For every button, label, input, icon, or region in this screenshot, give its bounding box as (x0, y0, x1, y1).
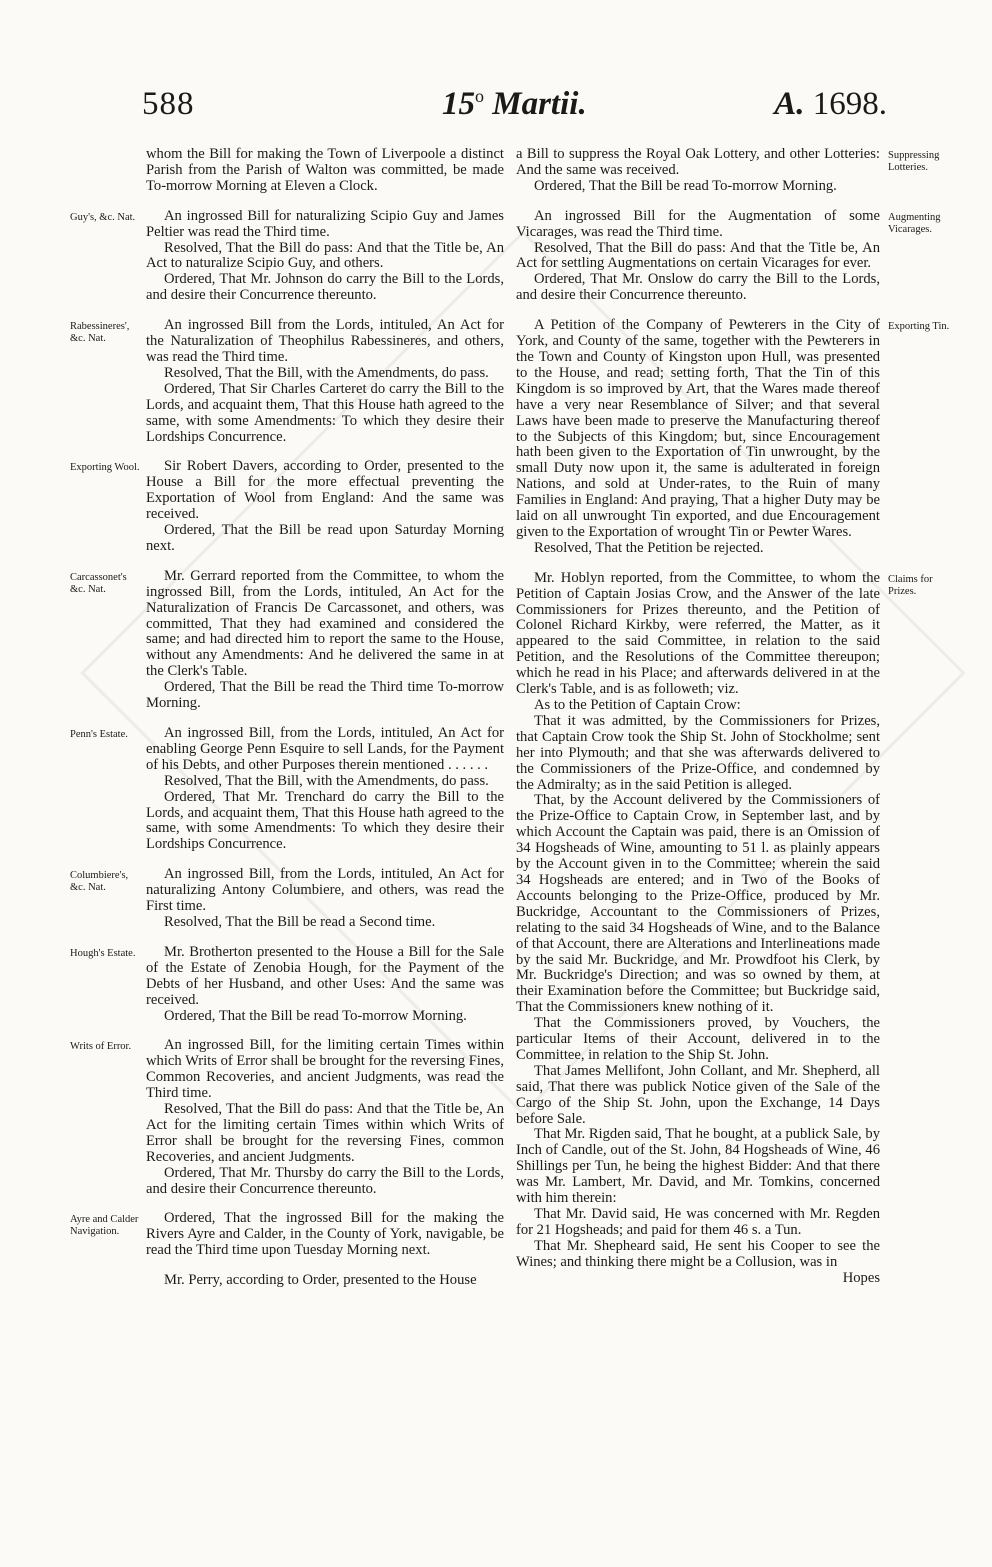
journal-entry (146, 147, 504, 195)
journal-entry (70, 725, 504, 853)
entry-paragraph: That Mr. Rigden said, That he bought, at a publick Sale, by Inch of Candle, out of the St. John, 84 Hogsheads of Wine, 46 Shillings per Tun, he being the highest Bidder: And that there was Mr. Lambert, Mr. David, and Mr. Tomkins, concerned with him therein: (516, 1126, 880, 1207)
margin-note: Writs of Error. (70, 1041, 132, 1053)
entry-paragraph: Mr. Gerrard reported from the Committee, to whom the ingrossed Bill, from the Lords, intituled, An Act for the Naturalization of Francis De Carcassonet, and others, was committed, That they had examined and considered the same; and had directed him to report the same to the House, without any Amendments: And he delivered the same in at the Clerk's Table. (146, 567, 504, 680)
year-prefix: A. (774, 86, 805, 122)
journal-entry (70, 207, 504, 304)
margin-note: Rabessineres', &c. Nat. (70, 321, 130, 345)
margin-note: Exporting Tin. (888, 321, 950, 333)
entry-paragraph: Resolved, That the Bill do pass: And that the Title be, An Act to naturalize Scipio Guy, and others. (146, 239, 504, 272)
entry-paragraph: Mr. Brotherton presented to the House a Bill for the Sale of the Estate of Zenobia Hough, for the Payment of the Debts of her Husband, and other Uses: And the same was received. (146, 943, 504, 1008)
entry-paragraph: Resolved, That the Bill be read a Second time. (164, 913, 436, 930)
margin-note: Penn's Estate. (70, 729, 128, 740)
entry-paragraph: Ordered, That the Bill be read the Third time To-morrow Morning. (146, 679, 504, 712)
journal-entry (70, 567, 504, 712)
entry-paragraph: Ordered, That the ingrossed Bill for the making the Rivers Ayre and Calder, in the County of York, navigable, be read the Third time upon Tuesday Morning next. (146, 1210, 504, 1259)
entry-paragraph: That it was admitted, by the Commissioners for Prizes, that Captain Crow took the Ship St. John of Stockholme; sent her into Plymouth; and that she was afterwards delivered to the Commissioners of the Prize-Office, and condemned by the Admiralty; as in the said Petition is alleged. (516, 712, 880, 793)
year-value: 1698. (812, 86, 887, 122)
journal-entry (70, 943, 504, 1025)
date-day: 15 (442, 86, 475, 122)
journal-entry (70, 866, 504, 931)
journal-entry (70, 317, 504, 445)
entry-paragraph: That the Commissioners proved, by Vouchers, the particular Items of their Account, delivered in to the Committee, in relation to the Ship St. John. (516, 1015, 880, 1063)
journal-entry (516, 569, 933, 1271)
margin-note: Guy's, &c. Nat. (70, 211, 136, 223)
page-number: 588 (142, 86, 195, 122)
entry-paragraph: That Mr. David said, He was concerned with Mr. Regden for 21 Hogsheads; and paid for them 46 s. a Tun. (516, 1206, 880, 1238)
date-heading (442, 86, 587, 123)
entry-paragraph: Ordered, That Mr. Johnson do carry the Bill to the Lords, and desire their Concurrence thereunto. (146, 271, 504, 304)
entry-paragraph: a Bill to suppress the Royal Oak Lottery, and other Lotteries: And the same was received. (516, 146, 880, 178)
entry-paragraph: Ordered, That Mr. Thursby do carry the Bill to the Lords, and desire their Concurrence thereunto. (146, 1164, 504, 1197)
entry-paragraph: A Petition of the Company of Pewterers in the City of York, and County of the same, together with the Pewterers in the Town and County of Kingston upon Hull, was presented to the House, and read; setting forth, That the Tin of this Kingdom is so improved by Art, that the Wares made thereof have a very near Resemblance of Silver; and that several Laws have been made to preserve the Manufacturing thereof to the Subjects of this Kingdom; but, since Encouragement hath been given to the Exportation of Tin unwrought, by the small Duty now upon it, the same is adulterated in foreign Nations, and sold at Under-rates, to the Ruin of many Families in England: And praying, That a higher Duty may be laid on all unwrought Tin exported, and due Encouragement given to the Exportation of wrought Tin or Pewter Wares. (516, 317, 880, 540)
entry-paragraph: Resolved, That the Petition be rejected. (534, 539, 764, 556)
entry-paragraph: Resolved, That the Bill do pass: And that the Title be, An Act for the limiting certain Times within which Writs of Error shall be brought for the reversing Fines, common Recoveries, and ancient Judgments. (146, 1101, 504, 1165)
entry-paragraph: An ingrossed Bill, from the Lords, intituled, An Act for naturalizing Antony Columbiere, and others, was read the First time. (146, 866, 504, 915)
margin-note: Hough's Estate. (70, 947, 136, 959)
entry-paragraph: Resolved, That the Bill do pass: And that the Title be, An Act for settling Augmentations on certain Vicarages for ever. (516, 239, 880, 272)
page-header (142, 86, 887, 134)
entry-paragraph: Ordered, That Sir Charles Carteret do carry the Bill to the Lords, and acquaint them, That this House hath agreed to the same, with some Amendments: To which they desire their Lordships Concurrence. (146, 380, 504, 445)
entry-paragraph: Ordered, That Mr. Trenchard do carry the Bill to the Lords, and acquaint them, That this House hath agreed to the same, with some Amendments: To which they desire their Lordships Concurrence. (146, 788, 504, 853)
entry-paragraph: That, by the Account delivered by the Commissioners of the Prize-Office to Captain Crow, in September last, and by which Account the Captain was paid, there is an Omission of 34 Hogsheads of Wine, amounting to 51 l. as plainly appears by the Account given in to the Committee; wherein the said 34 Hogsheads are entered; and in Two of the Books of Accounts belonging to the Prize-Office, produced by Mr. Buckridge, Accountant to the Commissioners of Prizes, relating to the said 34 Hogsheads of Wine, and to the Balance of that Account, there are Alterations and Interlineations made by the said Mr. Buckridge, and Mr. Prowdfoot his Clerk, by Mr. Buckridge's Direction; and was so owned by them, at their Examination before the Committee; but Buckridge said, That the Commissioners knew nothing of it. (516, 792, 880, 1016)
margin-note: Columbiere's, &c. Nat. (70, 870, 129, 894)
journal-entry (516, 146, 940, 195)
entry-paragraph: An ingrossed Bill from the Lords, intituled, An Act for the Naturalization of Theophilus Rabessineres, and others, was read the Third time. (146, 317, 504, 365)
entry-paragraph: An ingrossed Bill for the Augmentation of some Vicarages, was read the Third time. (516, 207, 880, 240)
entry-paragraph: Ordered, That Mr. Onslow do carry the Bill to the Lords, and desire their Concurrence thereunto. (516, 271, 880, 304)
right-column (516, 146, 950, 1287)
journal-entry (70, 1210, 504, 1259)
year-heading (774, 86, 887, 123)
entry-paragraph: An ingrossed Bill for naturalizing Scipio Guy and James Peltier was read the Third time. (146, 207, 504, 240)
journal-entry (70, 1037, 504, 1197)
journal-entry (146, 1273, 504, 1289)
entry-paragraph: An ingrossed Bill, for the limiting certain Times within which Writs of Error shall be brought for the reversing Fines, Common Recoveries, and ancient Judgments, was read the Third time. (146, 1037, 504, 1102)
entry-paragraph: Mr. Perry, according to Order, presented to the House (164, 1272, 477, 1289)
entry-paragraph: That Mr. Shepheard said, He sent his Cooper to see the Wines; and thinking there might be a Collusion, was in (516, 1237, 880, 1270)
journal-entry (70, 458, 504, 554)
date-month: Martii. (492, 86, 587, 122)
entry-paragraph: Resolved, That the Bill, with the Amendments, do pass. (164, 772, 489, 789)
journal-entry (516, 317, 950, 557)
entry-paragraph: As to the Petition of Captain Crow: (534, 697, 741, 713)
catchword: Hopes (842, 1269, 880, 1286)
entry-paragraph: Resolved, That the Bill, with the Amendments, do pass. (164, 364, 489, 381)
entry-paragraph: Mr. Hoblyn reported, from the Committee, to whom the Petition of Captain Josias Crow, and the Answer of the late Commissioners for Prizes thereunto, and the Petition of Colonel Richard Kirkby, were referred, the Matter, as it appeared to the said Committee, in relation to the said Petition, and the Resolutions of the Committee thereupon; which he read in his Place; and afterwards delivered in at the Clerk's Table, and is as followeth; viz. (516, 569, 880, 698)
left-column (70, 146, 504, 1303)
margin-note: Ayre and Calder Navigation. (70, 1214, 139, 1238)
margin-note: Exporting Wool. (70, 462, 140, 474)
margin-note: Claims for Prizes. (888, 573, 933, 597)
margin-note: Carcassonet's &c. Nat. (70, 571, 127, 595)
margin-note: Suppressing Lotteries. (888, 150, 940, 173)
margin-note: Augmenting Vicarages. (888, 211, 941, 235)
entry-paragraph: Ordered, That the Bill be read To-morrow Morning. (534, 177, 837, 194)
entry-paragraph: Ordered, That the Bill be read upon Saturday Morning next. (146, 522, 504, 554)
entry-paragraph: whom the Bill for making the Town of Liverpoole a distinct Parish from the Parish of Walton was committed, be made To-morrow Morning at Eleven a Clock. (146, 146, 504, 194)
date-superscript: o (475, 86, 484, 106)
entry-paragraph: An ingrossed Bill, from the Lords, intituled, An Act for enabling George Penn Esquire to sell Lands, for the Payment of his Debts, and other Purposes therein mentioned . . . . . . (146, 725, 504, 773)
entry-paragraph: Sir Robert Davers, according to Order, presented to the House a Bill for the more effectual preventing the Exportation of Wool from England: And the same was received. (146, 458, 504, 523)
entry-paragraph: Ordered, That the Bill be read To-morrow Morning. (164, 1007, 467, 1024)
entry-paragraph: That James Mellifont, John Collant, and Mr. Shepherd, all said, That there was publick Notice given of the Sale of the Cargo of the Ship St. John, upon the Exchange, 14 Days before Sale. (516, 1062, 880, 1127)
journal-entry (516, 207, 941, 304)
